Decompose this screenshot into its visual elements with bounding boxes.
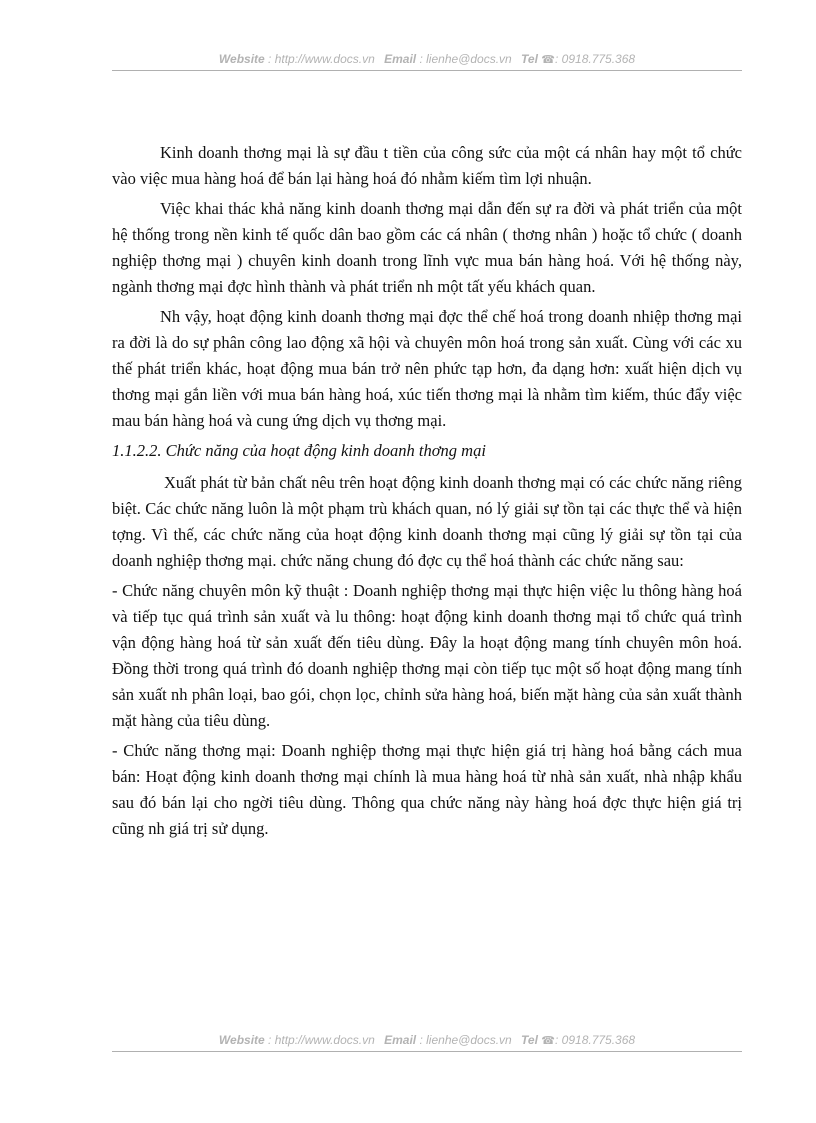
paragraph-5: - Chức năng chuyên môn kỹ thuật : Doanh nghiệp thơng mại thực hiện việc lu thông hàng hoá và tiếp tục quá trình sản xuất và lu thông: hoạt động kinh doanh thơng mại tổ chức quá trình vận động hàng hoá từ sản xuất đến tiêu dùng. Đây la hoạt động mang tính chuyên môn hoá. Đồng thời trong quá trình đó doanh nghiệp thơng mại còn tiếp tục một số hoạt động mang tính sản xuất nh phân loại, bao gói, chọn lọc, chỉnh sửa hàng hoá, biến mặt hàng của sản xuất thành mặt hàng của tiêu dùng. <box>112 581 742 730</box>
header-website-label: Website <box>218 52 265 66</box>
paragraph-4: Xuất phát từ bản chất nêu trên hoạt động kinh doanh thơng mại có các chức năng riêng biệt. Các chức năng luôn là một phạm trù khách quan, nó lý giải sự tồn tại các thực thể và hiện tợng. Vì thế, các chức năng của hoạt động kinh doanh thơng mại cũng lý giải sự tồn tại của doanh nghiệp thơng mại. chức năng chung đó đợc cụ thể hoá thành các chức năng sau: <box>112 473 742 570</box>
footer-tel-label: Tel <box>521 1033 538 1047</box>
section-heading: 1.1.2.2. Chức năng của hoạt động kinh doanh thơng mại <box>112 441 486 460</box>
page-header <box>112 52 742 66</box>
header-tel-value: : 0918.775.368 <box>555 52 636 66</box>
paragraph-3: Nh vậy, hoạt động kinh doanh thơng mại đợc thể chế hoá trong doanh nhiệp thơng mại ra đời là do sự phân công lao động xã hội và chuyên môn hoá trong sản xuất. Cùng với các xu thế phát triển khác, hoạt động mua bán trở nên phức tạp hơn, đa dạng hơn: xuất hiện dịch vụ thơng mại gắn liền với mua bán hàng hoá, xúc tiến thơng mại là nhằm tìm kiếm, thúc đẩy việc mau bán hàng hoá và cung ứng dịch vụ thơng mại. <box>112 307 742 430</box>
footer-divider <box>112 1051 742 1052</box>
paragraph-1: Kinh doanh thơng mại là sự đầu t tiền của công sức của một cá nhân hay một tổ chức vào việc mua hàng hoá để bán lại hàng hoá đó nhằm kiếm tìm lợi nhuận. <box>112 143 742 188</box>
footer-email-link[interactable]: : lienhe@docs.vn <box>419 1033 512 1047</box>
footer-email-label: Email <box>384 1033 417 1047</box>
header-tel-label: Tel <box>521 52 538 66</box>
document-body <box>112 140 742 846</box>
telephone-icon: ☎ <box>541 1035 555 1047</box>
header-divider <box>112 70 742 71</box>
telephone-icon: ☎ <box>541 54 555 66</box>
footer-tel-value: : 0918.775.368 <box>555 1033 636 1047</box>
page-footer <box>112 1033 742 1047</box>
header-email-label: Email <box>384 52 417 66</box>
footer-website-link[interactable]: : http://www.docs.vn <box>268 1033 375 1047</box>
paragraph-6: - Chức năng thơng mại: Doanh nghiệp thơng mại thực hiện giá trị hàng hoá bằng cách mua bán: Hoạt động kinh doanh thơng mại chính là mua hàng hoá từ nhà sản xuất, nhà nhập khẩu sau đó bán lại cho ngời tiêu dùng. Thông qua chức năng này hàng hoá đợc thực hiện giá trị cũng nh giá trị sử dụng. <box>112 741 742 838</box>
footer-website-label: Website <box>218 1033 265 1047</box>
header-email-link[interactable]: : lienhe@docs.vn <box>419 52 512 66</box>
paragraph-2: Việc khai thác khả năng kinh doanh thơng mại dẫn đến sự ra đời và phát triển của một hệ thống trong nền kinh tế quốc dân bao gồm các cá nhân ( thơng nhân ) hoặc tổ chức ( doanh nghiệp thơng mại ) chuyên kinh doanh trong lĩnh vực mua bán hàng hoá. Với hệ thống này, ngành thơng mại đợc hình thành và phát triển nh một tất yếu khách quan. <box>112 199 742 296</box>
header-website-link[interactable]: : http://www.docs.vn <box>268 52 375 66</box>
